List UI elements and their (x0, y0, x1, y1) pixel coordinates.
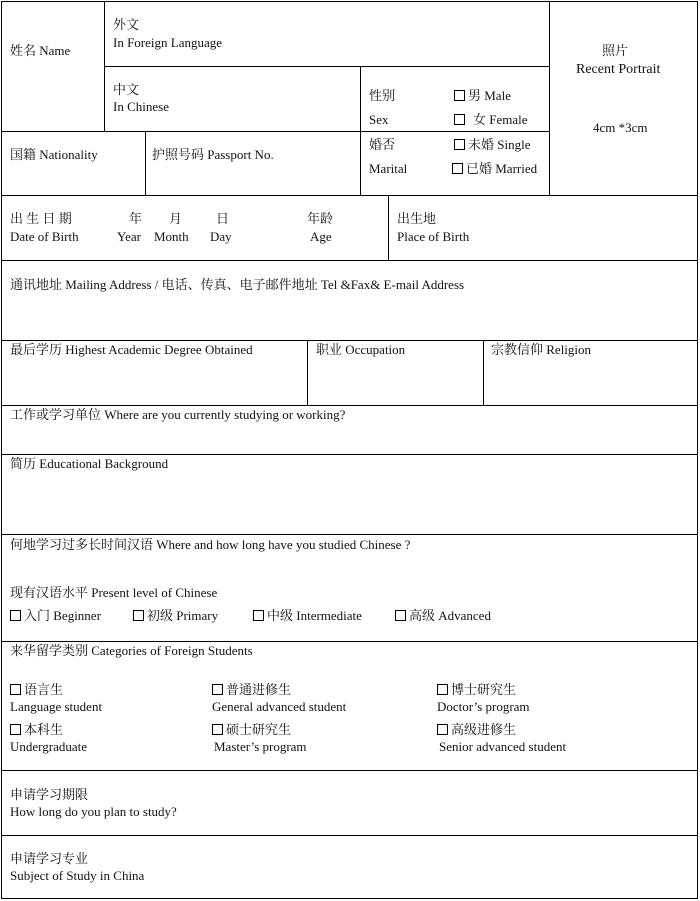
nationality-field[interactable] (2, 132, 145, 195)
sex-option-male[interactable] (454, 88, 511, 104)
category-option-senior-advanced[interactable] (437, 722, 516, 738)
day-label-cn: 日 (216, 211, 230, 226)
dob-label-cn: 出 生 日 期 (10, 211, 72, 226)
photo-size: 4cm *3cm (593, 120, 648, 135)
level-option-primary[interactable] (133, 608, 218, 624)
category-option-language-student[interactable] (10, 682, 63, 698)
category-option-general-advanced[interactable] (212, 682, 291, 698)
marital-label-cn: 婚否 (369, 137, 396, 152)
marital-label-en: Marital (369, 161, 408, 176)
dob-label-en: Date of Birth (10, 229, 79, 244)
mailing-address-label: 通讯地址 Mailing Address / 电话、传真、电子邮件地址 Tel &Fax& E-mail Address (10, 277, 465, 292)
sex-label-en: Sex (369, 112, 389, 127)
checkbox-icon (253, 610, 264, 621)
checkbox-icon (212, 724, 223, 735)
month-label-en: Month (154, 229, 189, 244)
checkbox-icon (395, 610, 406, 621)
checkbox-icon (133, 610, 144, 621)
mailing-address-field[interactable] (2, 261, 697, 340)
religion-label: 宗教信仰 Religion (491, 342, 592, 357)
categories-label: 来华留学类别 Categories of Foreign Students (10, 643, 253, 658)
level-option-advanced[interactable] (395, 608, 491, 624)
study-subject-field[interactable] (2, 836, 697, 898)
chinese-study-label: 何地学习过多长时间汉语 Where and how long have you studied Chinese ? (10, 537, 411, 552)
degree-label: 最后学历 Highest Academic Degree Obtained (10, 342, 253, 357)
form-border-bottom (1, 898, 698, 899)
chinese-name-label-en: In Chinese (113, 99, 169, 114)
level-option-beginner[interactable] (10, 608, 101, 624)
name-label: 姓名 Name (10, 43, 71, 58)
educational-background-label: 简历 Educational Background (10, 456, 169, 471)
passport-field[interactable] (146, 132, 360, 195)
study-duration-field[interactable] (2, 771, 697, 835)
option-label: 高级 Advanced (409, 608, 491, 623)
option-label: 未婚 Single (468, 137, 531, 152)
sex-option-female[interactable] (454, 112, 528, 128)
checkbox-icon (454, 114, 465, 125)
chinese-name-label-cn: 中文 (113, 82, 140, 97)
option-label-cn: 语言生 (24, 682, 64, 697)
option-label: 中级 Intermediate (267, 608, 362, 623)
category-option-undergraduate[interactable] (10, 722, 63, 738)
place-of-birth-label-en: Place of Birth (397, 229, 470, 244)
photo-label-en: Recent Portrait (576, 62, 661, 77)
chinese-level-label: 现有汉语水平 Present level of Chinese (10, 585, 218, 600)
form-border-right (697, 1, 698, 899)
place-of-birth-label-cn: 出生地 (397, 211, 437, 226)
age-label-en: Age (310, 229, 332, 244)
foreign-name-field[interactable] (105, 2, 549, 66)
option-label-cn: 硕士研究生 (226, 722, 292, 737)
study-duration-label-cn: 申请学习期限 (10, 787, 89, 802)
option-label: 初级 Primary (147, 608, 219, 623)
photo-area[interactable] (550, 2, 697, 195)
option-label: 男 Male (468, 88, 511, 103)
nationality-label: 国籍 Nationality (10, 147, 98, 162)
study-duration-label-en: How long do you plan to study? (10, 804, 177, 819)
age-label-cn: 年龄 (307, 211, 334, 226)
passport-label: 护照号码 Passport No. (152, 147, 274, 162)
option-label: 女 Female (473, 112, 528, 127)
study-subject-label-cn: 申请学习专业 (10, 851, 89, 866)
option-label-en: Undergraduate (10, 739, 88, 754)
checkbox-icon (452, 163, 463, 174)
option-label-en: Master’s program (214, 739, 307, 754)
checkbox-icon (212, 684, 223, 695)
checkbox-icon (454, 139, 465, 150)
checkbox-icon (10, 610, 21, 621)
category-option-doctor[interactable] (437, 682, 516, 698)
study-subject-label-en: Subject of Study in China (10, 868, 145, 883)
option-label-en: Senior advanced student (439, 739, 567, 754)
marital-option-single[interactable] (454, 137, 530, 153)
option-label-en: Language student (10, 699, 103, 714)
option-label: 已婚 Married (466, 161, 538, 176)
sex-label-cn: 性别 (369, 88, 396, 103)
place-of-birth-field[interactable] (389, 196, 697, 260)
category-option-master[interactable] (212, 722, 291, 738)
option-label: 入门 Beginner (24, 608, 101, 623)
foreign-name-label-en: In Foreign Language (113, 35, 223, 50)
day-label-en: Day (210, 229, 232, 244)
foreign-name-label-cn: 外文 (113, 17, 140, 32)
photo-label-cn: 照片 (602, 43, 629, 58)
option-label-en: General advanced student (212, 699, 347, 714)
checkbox-icon (437, 684, 448, 695)
workplace-label: 工作或学习单位 Where are you currently studying or working? (10, 407, 346, 422)
occupation-label: 职业 Occupation (316, 342, 406, 357)
option-label-cn: 普通进修生 (226, 682, 292, 697)
option-label-cn: 本科生 (24, 722, 64, 737)
option-label-cn: 博士研究生 (451, 682, 517, 697)
marital-option-married[interactable] (452, 161, 537, 177)
month-label-cn: 月 (169, 211, 183, 226)
checkbox-icon (10, 724, 21, 735)
level-option-intermediate[interactable] (253, 608, 362, 624)
option-label-en: Doctor’s program (437, 699, 530, 714)
checkbox-icon (10, 684, 21, 695)
checkbox-icon (454, 90, 465, 101)
year-label-cn: 年 (129, 211, 143, 226)
divider (1, 641, 698, 642)
year-label-en: Year (117, 229, 141, 244)
name-field[interactable] (2, 2, 104, 131)
date-of-birth-field[interactable] (2, 196, 388, 260)
checkbox-icon (437, 724, 448, 735)
option-label-cn: 高级进修生 (451, 722, 517, 737)
